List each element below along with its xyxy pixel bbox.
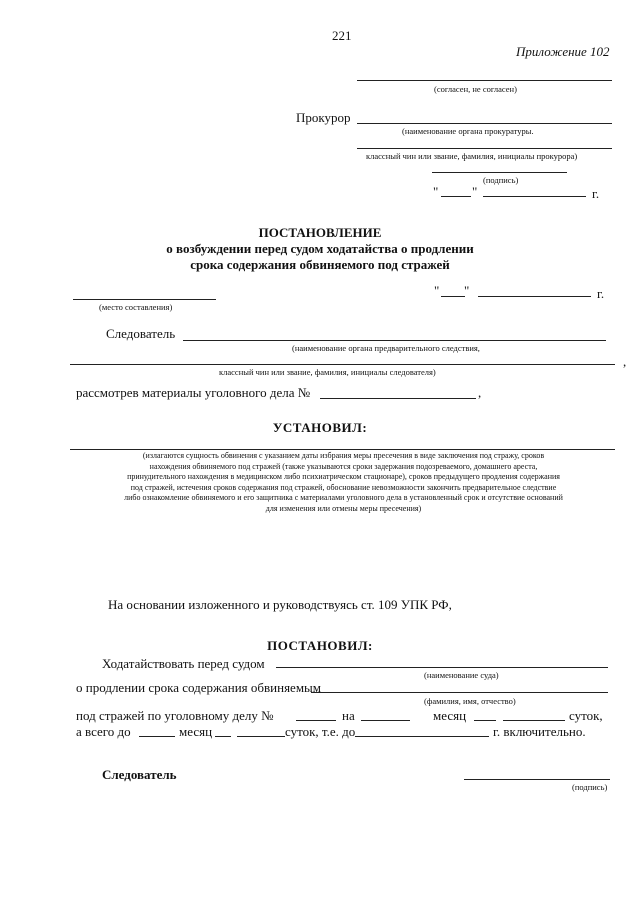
signoff-signature-caption: (подпись) <box>572 782 608 792</box>
approval-day-line[interactable] <box>441 196 471 197</box>
investigator-label: Следователь <box>106 326 176 341</box>
established-caption-line: (излагаются сущность обвинения с указанием даты избрания меры пресечения в виде заключения под стражу, сроков <box>142 451 545 460</box>
established-caption <box>66 451 621 514</box>
agreement-line[interactable] <box>357 80 612 81</box>
investigator-rank-comma: , <box>623 354 627 369</box>
prosecutor-org-caption: (наименование органа прокуратуры. <box>402 126 534 136</box>
document-title: ПОСТАНОВЛЕНИЕ <box>258 225 382 240</box>
established-heading: УСТАНОВИЛ: <box>272 420 368 435</box>
total-months-line[interactable] <box>139 736 175 737</box>
investigation-org-line[interactable] <box>183 340 606 341</box>
date-day-line[interactable] <box>441 296 465 297</box>
total-days-until: суток, т.е. до <box>285 724 356 739</box>
approval-month-line[interactable] <box>483 196 586 197</box>
established-text-line[interactable] <box>70 449 615 450</box>
signoff-investigator-label: Следователь <box>102 767 177 782</box>
prosecutor-rank-line[interactable] <box>357 148 612 149</box>
total-days-line[interactable] <box>237 736 285 737</box>
total-months-suffix-line[interactable] <box>215 736 231 737</box>
investigator-rank-line[interactable] <box>70 364 615 365</box>
custody-days-line[interactable] <box>503 720 565 721</box>
approval-year-suffix: г. <box>592 186 600 201</box>
established-caption-line: для изменения или отмены меры пресечения) <box>265 503 422 513</box>
place-caption: (место составления) <box>99 302 173 312</box>
established-caption-line: нахождения обвиняемого под стражей (также указываются сроки задержания подозреваемого, домашнего ареста, <box>149 461 538 471</box>
established-caption-line: либо ознакомление обвиняемого и его защитника с материалами уголовного дела в установленный срок и отсутствие оснований <box>124 493 563 502</box>
established-caption-line: под стражей, истечения сроков содержания под стражей, обоснование невозможности закончить предварительное следствие <box>130 482 557 492</box>
materials-comma: , <box>478 385 482 400</box>
custody-case-number-line[interactable] <box>296 720 336 721</box>
basis-text: На основании изложенного и руководствуясь ст. 109 УПК РФ, <box>108 597 452 612</box>
prosecutor-label: Прокурор <box>296 110 351 125</box>
materials-text: рассмотрев материалы уголовного дела № <box>76 385 311 400</box>
signoff-signature-line[interactable] <box>464 779 610 780</box>
page-number: 221 <box>332 28 352 43</box>
document-subtitle-line1: о возбуждении перед судом ходатайства о продлении <box>166 241 474 256</box>
date-quote-close: " <box>464 283 470 298</box>
resolved-heading: ПОСТАНОВИЛ: <box>267 638 373 653</box>
place-line[interactable] <box>73 299 216 300</box>
approval-quote-open: " <box>433 184 439 199</box>
agreement-caption: (согласен, не согласен) <box>434 84 517 94</box>
case-number-line[interactable] <box>320 398 476 399</box>
appendix-label: Приложение 102 <box>516 44 610 59</box>
prosecutor-org-line[interactable] <box>357 123 612 124</box>
prosecutor-rank-caption: классный чин или звание, фамилия, инициалы прокурора) <box>366 151 578 161</box>
custody-days-word: суток, <box>569 708 603 723</box>
prosecutor-signature-caption: (подпись) <box>483 175 519 185</box>
inclusive-text: г. включительно. <box>493 724 586 739</box>
date-month-line[interactable] <box>478 296 591 297</box>
total-prefix: а всего до <box>76 724 131 739</box>
approval-quote-close: " <box>472 184 478 199</box>
prosecutor-signature-line[interactable] <box>432 172 567 173</box>
court-name-line[interactable] <box>276 667 608 668</box>
total-months-word: месяц <box>179 724 213 739</box>
investigation-org-caption: (наименование органа предварительного следствия, <box>292 343 480 353</box>
extension-text: о продлении срока содержания обвиняемым <box>76 680 322 695</box>
fio-caption: (фамилия, имя, отчество) <box>424 696 516 706</box>
document-subtitle-line2: срока содержания обвиняемого под стражей <box>190 257 450 272</box>
accused-name-line[interactable] <box>311 692 608 693</box>
petition-text: Ходатайствовать перед судом <box>102 656 265 671</box>
total-until-date-line[interactable] <box>355 736 489 737</box>
date-quote-open: " <box>434 283 440 298</box>
established-caption-line: принудительного нахождения в медицинском либо психиатрическом стационаре), сроков предыдущего продления содержания <box>127 472 560 481</box>
custody-prefix: под стражей по уголовному делу № <box>76 708 274 723</box>
investigator-rank-caption: классный чин или звание, фамилия, инициалы следователя) <box>219 367 436 377</box>
custody-months-line[interactable] <box>361 720 410 721</box>
date-year-suffix: г. <box>597 286 605 301</box>
custody-months-word: месяц <box>433 708 467 723</box>
custody-on-word: на <box>342 708 355 723</box>
custody-months-suffix-line[interactable] <box>474 720 496 721</box>
court-caption: (наименование суда) <box>424 670 499 680</box>
